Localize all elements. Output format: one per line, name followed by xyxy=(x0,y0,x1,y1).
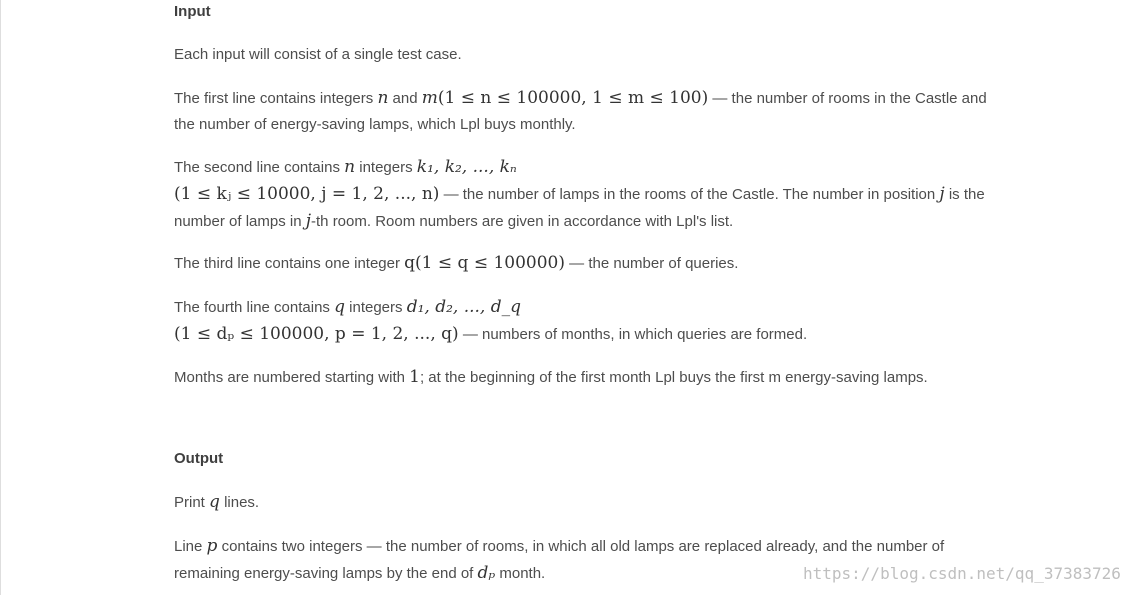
output-heading: Output xyxy=(174,450,224,467)
math-constraint: (1 ≤ kⱼ ≤ 10000, j = 1, 2, ..., n) xyxy=(174,184,440,204)
math-n: n xyxy=(344,157,356,177)
input-paragraph-5: The fourth line contains q integers d₁, d₂, ..., d_q (1 ≤ dₚ ≤ 100000, p = 1, 2, ..., q) — numbers of months, in which queries are formed. xyxy=(174,297,808,344)
output-paragraph-1: Print q lines. xyxy=(174,492,260,512)
input-paragraph-3: The second line contains n integers k₁, k₂, ..., kₙ (1 ≤ kⱼ ≤ 10000, j = 1, 2, ..., n) — the number of lamps in the rooms of the Castle. The number in position j is the number of lamps in j-th room. Room numbers are given in accordance with Lpl's list. xyxy=(174,157,985,231)
input-paragraph-6: Months are numbered starting with 1; at the beginning of the first month Lpl buys the first m energy-saving lamps. xyxy=(174,367,928,387)
input-paragraph-4: The third line contains one integer q(1 ≤ q ≤ 100000) — the number of queries. xyxy=(174,253,739,273)
math-dp: dₚ xyxy=(477,563,496,583)
math-j: j xyxy=(305,211,312,231)
input-paragraph-1: Each input will consist of a single test case. xyxy=(174,46,462,63)
left-border xyxy=(0,0,1,595)
watermark: https://blog.csdn.net/qq_37383726 xyxy=(803,564,1121,583)
math-j: j xyxy=(939,184,945,204)
math-constraint: q(1 ≤ q ≤ 100000) xyxy=(404,253,566,273)
math-n: n xyxy=(377,88,389,108)
math-q: q xyxy=(334,297,345,317)
math-sequence-d: d₁, d₂, ..., d_q xyxy=(406,297,521,317)
math-constraint: (1 ≤ n ≤ 100000, 1 ≤ m ≤ 100) xyxy=(437,88,709,108)
math-p: p xyxy=(206,536,218,556)
math-m: m xyxy=(421,88,438,108)
math-q: q xyxy=(209,492,220,512)
math-sequence-k: k₁, k₂, ..., kₙ xyxy=(416,157,517,177)
output-paragraph-2: Line p contains two integers — the number of rooms, in which all old lamps are replaced already, and the number of remaining energy-saving lamps by the end of dₚ month. xyxy=(174,536,945,583)
math-constraint: (1 ≤ dₚ ≤ 100000, p = 1, 2, ..., q) xyxy=(174,324,459,344)
input-paragraph-2: The first line contains integers n and m(1 ≤ n ≤ 100000, 1 ≤ m ≤ 100) — the number of rooms in the Castle and the number of energy-saving lamps, which Lpl buys monthly. xyxy=(174,88,987,133)
input-heading: Input xyxy=(174,3,211,20)
math-one: 1 xyxy=(409,367,420,387)
